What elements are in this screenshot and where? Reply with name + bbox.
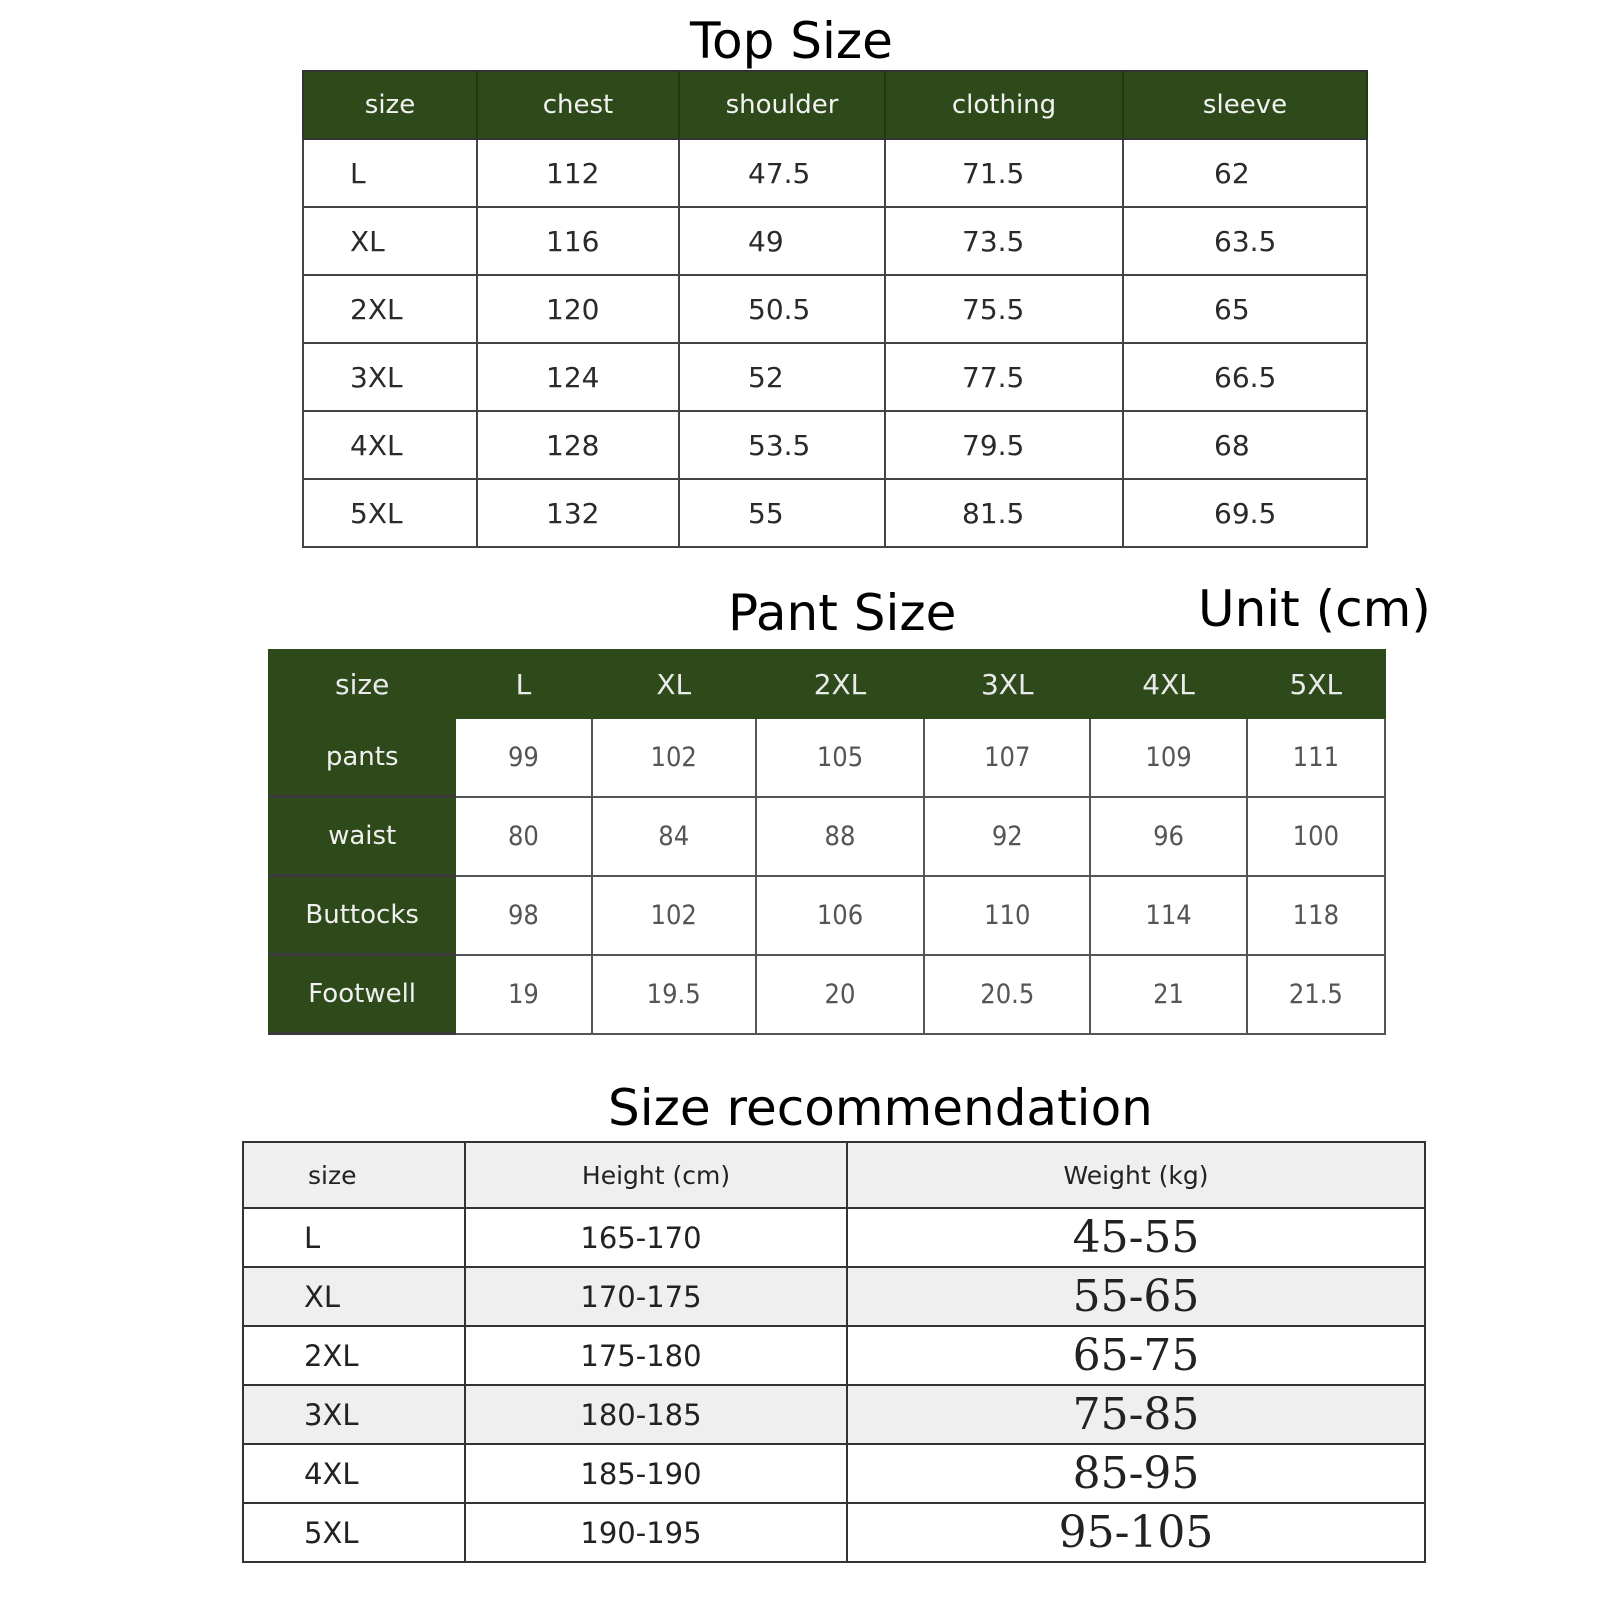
- table-cell: 175-180: [465, 1326, 847, 1385]
- table-cell: 98: [455, 876, 591, 955]
- table-cell: 110: [924, 876, 1090, 955]
- header-size: size: [303, 71, 477, 139]
- table-cell: 79.5: [885, 411, 1123, 479]
- table-cell: 99: [455, 718, 591, 797]
- table-row: [243, 1267, 1425, 1326]
- table-cell: 185-190: [465, 1444, 847, 1503]
- table-cell: L: [303, 139, 477, 207]
- table-row: [269, 955, 1385, 1034]
- table-cell: 170-175: [465, 1267, 847, 1326]
- table-cell: 21: [1090, 955, 1246, 1034]
- header-size-4xl: 4XL: [1090, 650, 1246, 718]
- table-cell: 3XL: [303, 343, 477, 411]
- header-size-5xl: 5XL: [1247, 650, 1385, 718]
- table-row: [303, 275, 1367, 343]
- header-size-xl: XL: [592, 650, 756, 718]
- table-cell: 66.5: [1123, 343, 1367, 411]
- top-size-table: [302, 70, 1368, 548]
- table-cell: 73.5: [885, 207, 1123, 275]
- table-row: [243, 1208, 1425, 1267]
- table-cell: 102: [592, 718, 756, 797]
- table-cell: 19: [455, 955, 591, 1034]
- table-header-row: [243, 1142, 1425, 1208]
- table-cell: XL: [243, 1267, 465, 1326]
- table-cell: 85-95: [847, 1444, 1425, 1503]
- row-label-waist: waist: [269, 797, 455, 876]
- table-cell: 100: [1247, 797, 1385, 876]
- table-row: [303, 207, 1367, 275]
- row-label-buttocks: Buttocks: [269, 876, 455, 955]
- table-cell: 124: [477, 343, 679, 411]
- table-cell: 4XL: [243, 1444, 465, 1503]
- table-cell: L: [243, 1208, 465, 1267]
- top-size-title: Top Size: [690, 12, 893, 70]
- pant-size-table: [268, 649, 1386, 1035]
- header-sleeve: sleeve: [1123, 71, 1367, 139]
- row-label-footwell: Footwell: [269, 955, 455, 1034]
- table-cell: 49: [679, 207, 885, 275]
- header-shoulder: shoulder: [679, 71, 885, 139]
- table-row: [269, 797, 1385, 876]
- table-row: [243, 1503, 1425, 1562]
- header-chest: chest: [477, 71, 679, 139]
- table-header-row: [269, 650, 1385, 718]
- table-cell: 62: [1123, 139, 1367, 207]
- table-cell: 3XL: [243, 1385, 465, 1444]
- table-cell: 116: [477, 207, 679, 275]
- table-cell: 111: [1247, 718, 1385, 797]
- table-cell: 68: [1123, 411, 1367, 479]
- table-cell: 128: [477, 411, 679, 479]
- table-cell: 5XL: [243, 1503, 465, 1562]
- header-clothing: clothing: [885, 71, 1123, 139]
- table-cell: 80: [455, 797, 591, 876]
- table-cell: 84: [592, 797, 756, 876]
- table-row: [303, 479, 1367, 547]
- table-cell: 53.5: [679, 411, 885, 479]
- pant-size-title: Pant Size: [728, 584, 957, 642]
- header-height: Height (cm): [465, 1142, 847, 1208]
- table-row: [303, 343, 1367, 411]
- table-row: [269, 876, 1385, 955]
- table-header-row: [303, 71, 1367, 139]
- table-cell: 5XL: [303, 479, 477, 547]
- table-cell: 2XL: [303, 275, 477, 343]
- table-cell: 65-75: [847, 1326, 1425, 1385]
- table-cell: 20.5: [924, 955, 1090, 1034]
- table-cell: 190-195: [465, 1503, 847, 1562]
- table-cell: 96: [1090, 797, 1246, 876]
- table-cell: 45-55: [847, 1208, 1425, 1267]
- header-size-l: L: [455, 650, 591, 718]
- table-cell: 55: [679, 479, 885, 547]
- unit-label: Unit (cm): [1198, 580, 1431, 638]
- table-cell: 120: [477, 275, 679, 343]
- table-cell: 65: [1123, 275, 1367, 343]
- table-cell: 114: [1090, 876, 1246, 955]
- table-cell: 20: [756, 955, 924, 1034]
- table-cell: 2XL: [243, 1326, 465, 1385]
- table-cell: 50.5: [679, 275, 885, 343]
- table-cell: 21.5: [1247, 955, 1385, 1034]
- table-cell: 95-105: [847, 1503, 1425, 1562]
- table-cell: 118: [1247, 876, 1385, 955]
- table-cell: 107: [924, 718, 1090, 797]
- header-size-2xl: 2XL: [756, 650, 924, 718]
- table-row: [243, 1326, 1425, 1385]
- header-size: size: [269, 650, 455, 718]
- table-cell: 75.5: [885, 275, 1123, 343]
- table-cell: 102: [592, 876, 756, 955]
- table-row: [269, 718, 1385, 797]
- table-cell: 109: [1090, 718, 1246, 797]
- table-cell: 105: [756, 718, 924, 797]
- table-cell: 106: [756, 876, 924, 955]
- table-row: [243, 1385, 1425, 1444]
- header-weight: Weight (kg): [847, 1142, 1425, 1208]
- size-recommendation-title: Size recommendation: [608, 1079, 1153, 1137]
- table-cell: 55-65: [847, 1267, 1425, 1326]
- table-cell: 75-85: [847, 1385, 1425, 1444]
- header-size-3xl: 3XL: [924, 650, 1090, 718]
- table-row: [243, 1444, 1425, 1503]
- table-row: [303, 139, 1367, 207]
- table-cell: 92: [924, 797, 1090, 876]
- table-cell: 52: [679, 343, 885, 411]
- table-cell: 180-185: [465, 1385, 847, 1444]
- header-size: size: [243, 1142, 465, 1208]
- table-cell: 112: [477, 139, 679, 207]
- table-cell: 88: [756, 797, 924, 876]
- table-cell: 19.5: [592, 955, 756, 1034]
- table-cell: 132: [477, 479, 679, 547]
- table-cell: 4XL: [303, 411, 477, 479]
- table-cell: 69.5: [1123, 479, 1367, 547]
- table-cell: 165-170: [465, 1208, 847, 1267]
- table-cell: 81.5: [885, 479, 1123, 547]
- table-cell: 77.5: [885, 343, 1123, 411]
- table-cell: XL: [303, 207, 477, 275]
- table-cell: 63.5: [1123, 207, 1367, 275]
- row-label-pants: pants: [269, 718, 455, 797]
- size-recommendation-table: [242, 1141, 1426, 1563]
- table-row: [303, 411, 1367, 479]
- table-cell: 47.5: [679, 139, 885, 207]
- table-cell: 71.5: [885, 139, 1123, 207]
